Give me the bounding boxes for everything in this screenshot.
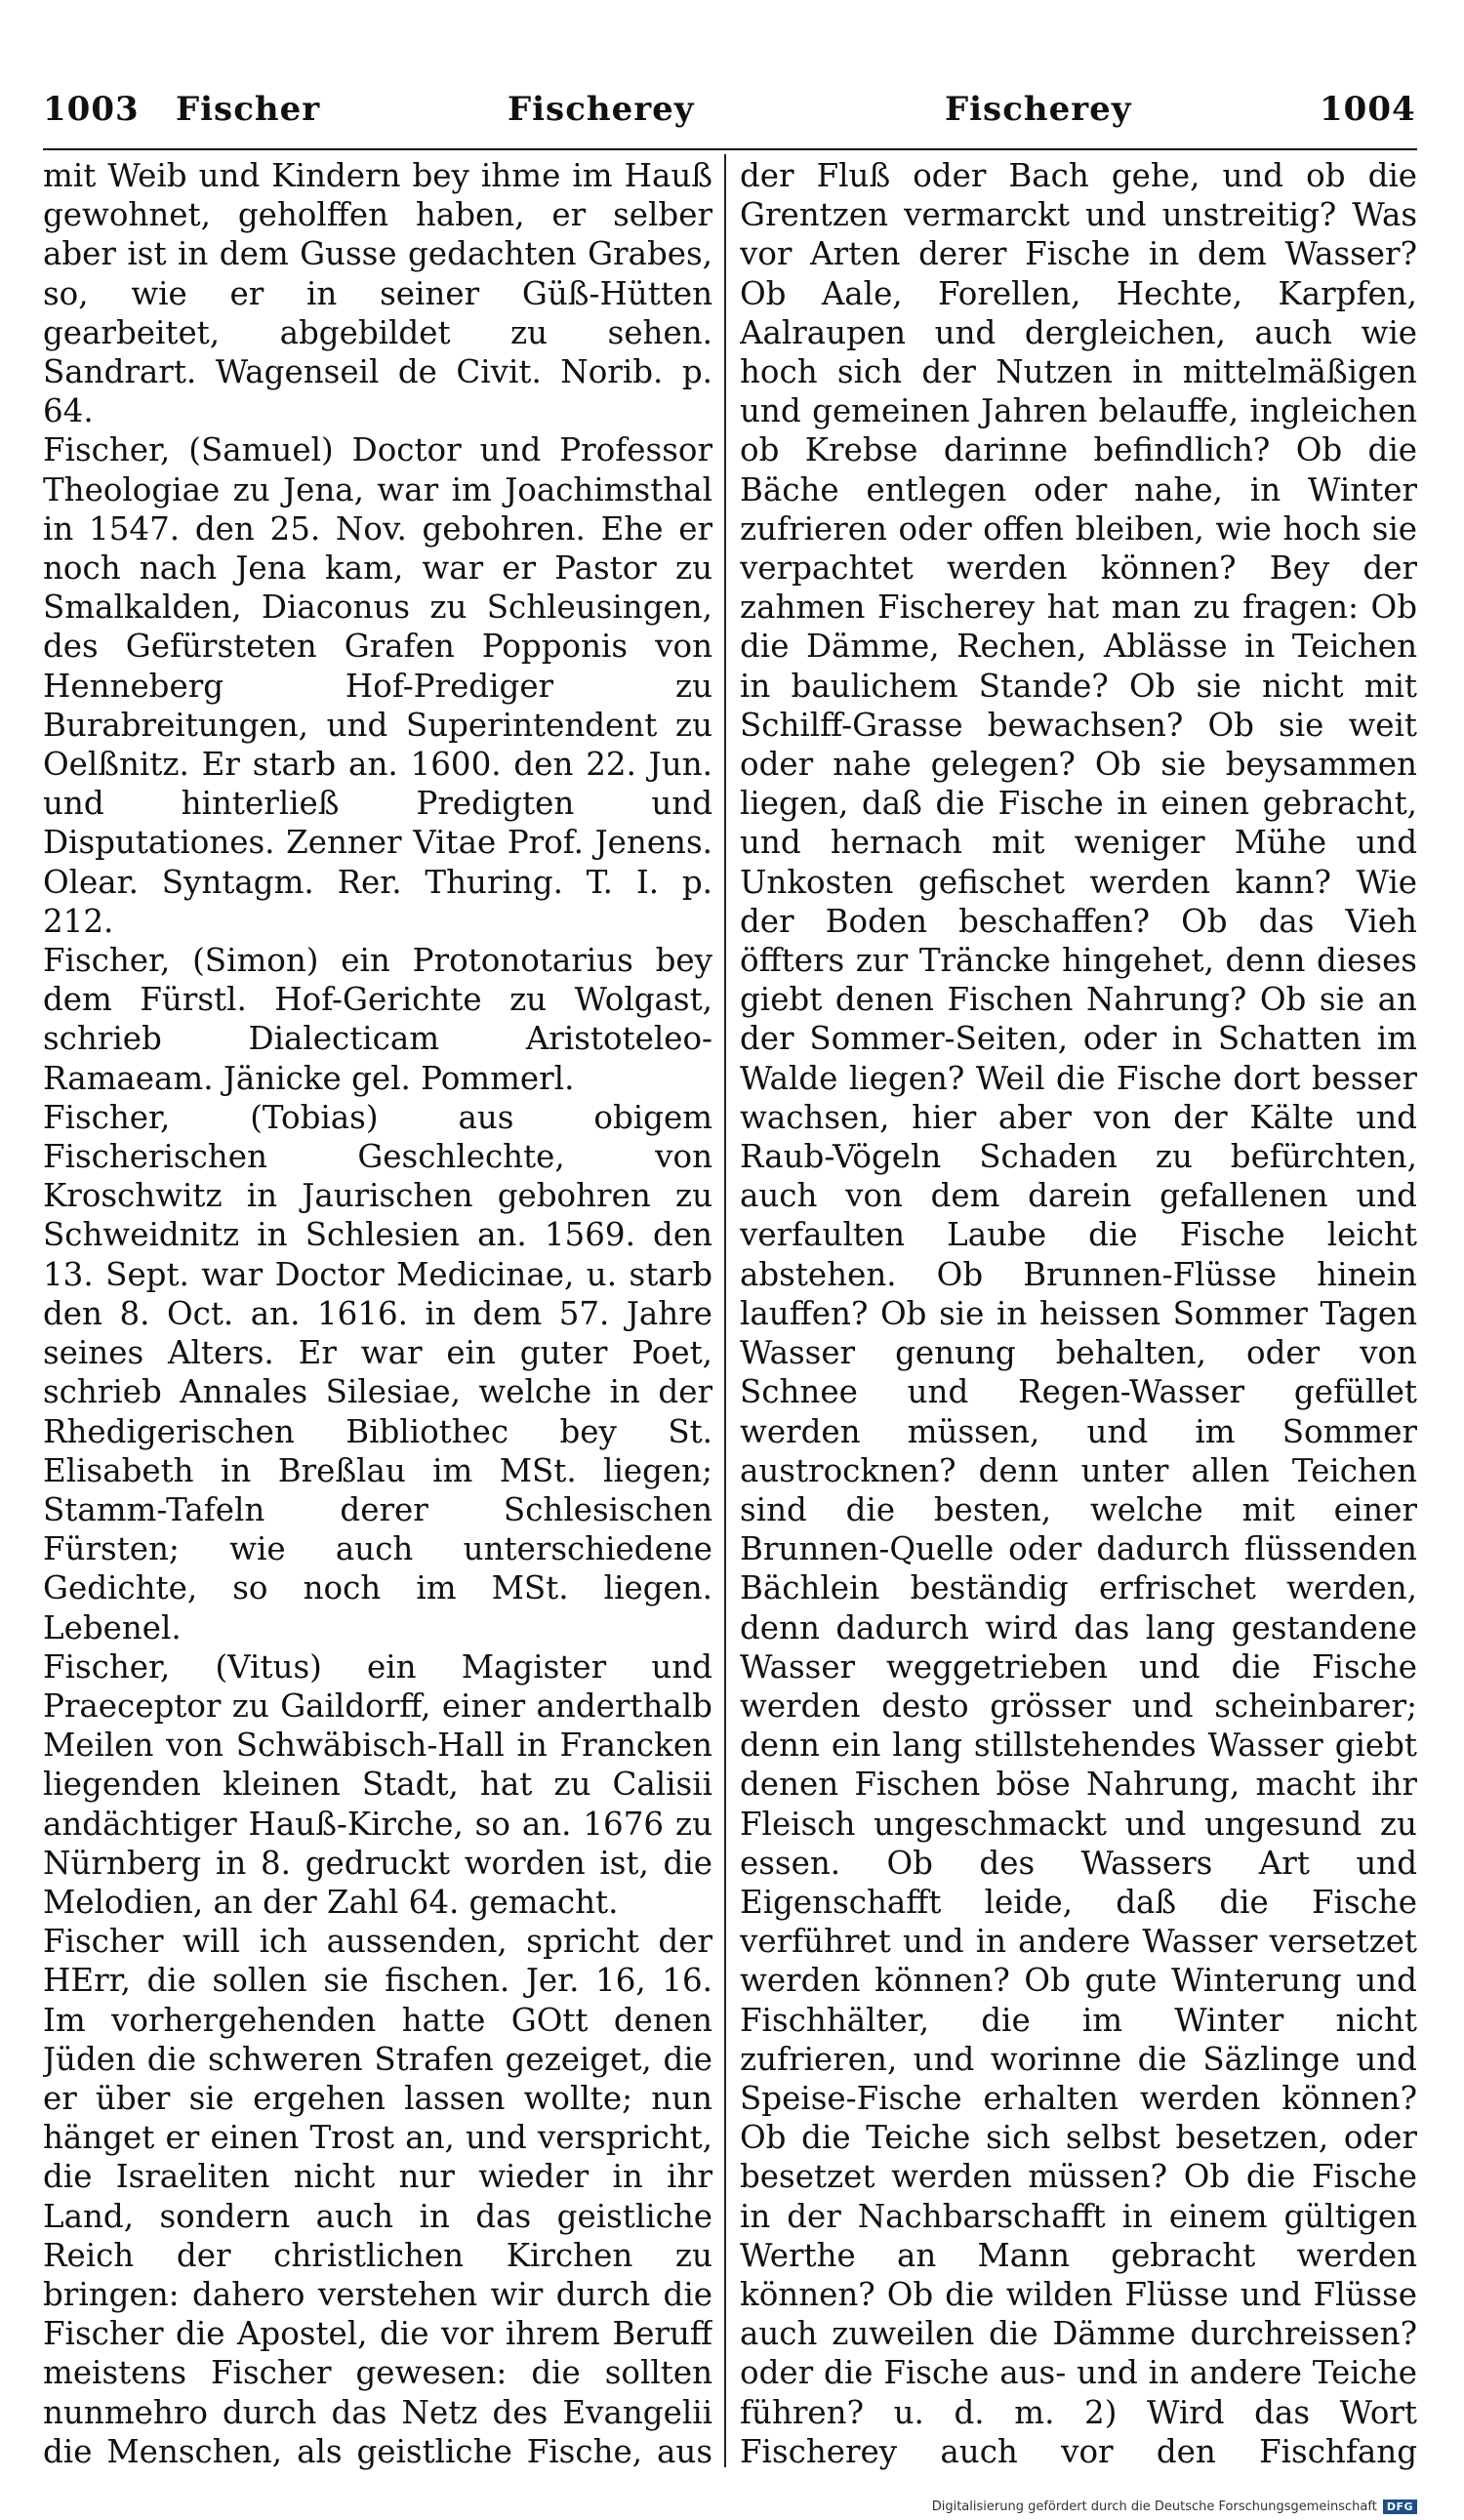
dfg-logo: DFG <box>1383 2500 1417 2514</box>
entry-fischer-simon: Fischer, (Simon) ein Protonotarius bey dem Fürstl. Hof-Gerichte zu Wolgast, schrieb Dialecticam Aristoteleo-Ramaeam. Jänicke gel. Pommerl. <box>43 942 712 1097</box>
entry-fischer-tobias: Fischer, (Tobias) aus obigem Fischerischen Geschlechte, von Kroschwitz in Jaurischen gebohren zu Schweidnitz in Schlesien an. 1569. den 13. Sept. war Doctor Medicinae, u. starb den 8. Oct. an. 1616. in dem 57. Jahre seines Alters. Er war ein guter Poet, schrieb Annales Silesiae, welche in der Rhedigerischen Bibliothec bey St. Elisabeth in Breßlau im MSt. liegen; Stamm-Tafeln derer Schlesischen Fürsten; wie auch unterschiedene Gedichte, so noch im MSt. liegen. Lebenel. <box>43 1098 712 1646</box>
left-page-number: 1003 <box>43 90 140 129</box>
right-running-title: Fischerey <box>945 90 1132 129</box>
paragraph: mit Weib und Kindern bey ihme im Hauß gewohnet, geholffen haben, er selber aber ist in dem Gusse gedachten Grabes, so, wie er in seiner Güß-Hütten gearbeitet, abgebildet zu sehen. Sandrart. Wagenseil de Civit. Norib. p. 64. <box>43 157 712 430</box>
digitization-footer <box>932 2500 1417 2514</box>
left-headword: Fischer <box>176 90 321 129</box>
header-rule <box>43 148 1417 150</box>
entry-fischer-samuel: Fischer, (Samuel) Doctor und Professor Theologiae zu Jena, war im Joachimsthal in 1547. den 25. Nov. gebohren. Ehe er noch nach Jena kam, war er Pastor zu Smalkalden, Diaconus zu Schleusingen, des Gefürsteten Grafen Popponis von Henneberg Hof-Prediger zu Burabreitungen, und Superintendent zu Oelßnitz. Er starb an. 1600. den 22. Jun. und hinterließ Predigten und Disputationes. Zenner Vitae Prof. Jenens. Olear. Syntagm. Rer. Thuring. T. I. p. 212. <box>43 431 712 940</box>
entry-fischer-vitus: Fischer, (Vitus) ein Magister und Praeceptor zu Gaildorff, einer anderthalb Meilen von Schwäbisch-Hall in Francken liegenden kleinen Stadt, hat zu Calisii andächtiger Hauß-Kirche, so an. 1676 zu Nürnberg in 8. gedruckt worden ist, die Melodien, an der Zahl 64. gemacht. <box>43 1647 712 1921</box>
paragraph: der Fluß oder Bach gehe, und ob die Grentzen vermarckt und unstreitig? Was vor Arten derer Fische in dem Wasser? Ob Aale, Forellen, Hechte, Karpfen, Aalraupen und dergleichen, auch wie hoch sich der Nutzen in mittelmäßigen und gemeinen Jahren belauffe, ingleichen ob Krebse darinne befindlich? Ob die Bäche entlegen oder nahe, in Winter zufrieren oder offen bleiben, wie hoch sie verpachtet werden können? Bey der zahmen Fischerey hat man zu fragen: Ob die Dämme, Rechen, Ablässe in Teichen in baulichem Stande? Ob sie nicht mit Schilff-Grasse bewachsen? Ob sie weit oder nahe gelegen? Ob sie beysammen liegen, daß die Fische in einen gebracht, und hernach mit weniger Mühe und Unkosten gefischet werden kann? Wie der Boden beschaffen? Ob das Vieh öffters zur Träncke hingehet, denn dieses giebt denen Fischen Nahrung? Ob sie an der Sommer-Seiten, oder in Schatten im Walde liegen? Weil die Fische dort besser wachsen, hier aber von der Kälte und Raub-Vögeln Schaden zu befürchten, auch von dem darein gefallenen und verfaulten Laube die Fische leicht abstehen. Ob Brunnen-Flüsse hinein lauffen? Ob sie in heissen Sommer Tagen Wasser genung behalten, oder von Schnee und Regen-Wasser gefüllet werden müssen, und im Sommer austrocknen? denn unter allen Teichen sind die besten, welche mit einer Brunnen-Quelle oder dadurch flüssenden Bächlein beständig erfrischet werden, denn dadurch wird das lang gestandene Wasser weggetrieben und die Fische werden desto grösser und scheinbarer; denn ein lang stillstehendes Wasser giebt denen Fischen böse Nahrung, macht ihr Fleisch ungeschmackt und ungesund zu essen. Ob des Wassers Art und Eigenschafft leide, daß die Fische verführet und in andere Wasser versetzet werden können? Ob gute Winterung und Fischhälter, die im Winter nicht zufrieren, und worinne die Säzlinge und Speise-Fische erhalten werden können? Ob die Teiche sich selbst besetzen, oder besetzet werden müssen? Ob die Fische in der Nachbarschafft in einem gültigen Werthe an Mann gebracht werden können? Ob die wilden Flüsse und Flüsse auch zuweilen die Dämme durchreissen? oder die Fische aus- und in andere Teiche führen? u. d. m. 2) Wird das Wort Fischerey auch vor den Fischfang <box>740 157 1417 2470</box>
right-column <box>740 156 1417 2471</box>
left-running-title: Fischerey <box>508 90 695 129</box>
footer-text: Digitalisierung gefördert durch die Deutsche Forschungsgemeinschaft <box>931 2500 1377 2514</box>
right-page-number: 1004 <box>1320 90 1416 129</box>
entry-fischer-will-ich-aussenden: Fischer will ich aussenden, spricht der HErr, die sollen sie fischen. Jer. 16, 16. Im vorhergehenden hatte GOtt denen Jüden die schweren Strafen gezeiget, die er über sie ergehen lassen wollte; nun hänget er einen Trost an, und verspricht, die Israeliten nicht nur wieder in ihr Land, sondern auch in das geistliche Reich der christlichen Kirchen zu bringen: dahero verstehen wir durch die Fischer die Apostel, die vor ihrem Beruff meistens Fischer gewesen: die sollten nunmehro durch das Netz des Evangelii die Menschen, als geistliche Fische, aus <box>43 1923 712 2470</box>
column-divider <box>724 154 726 2467</box>
left-column <box>43 156 712 2471</box>
